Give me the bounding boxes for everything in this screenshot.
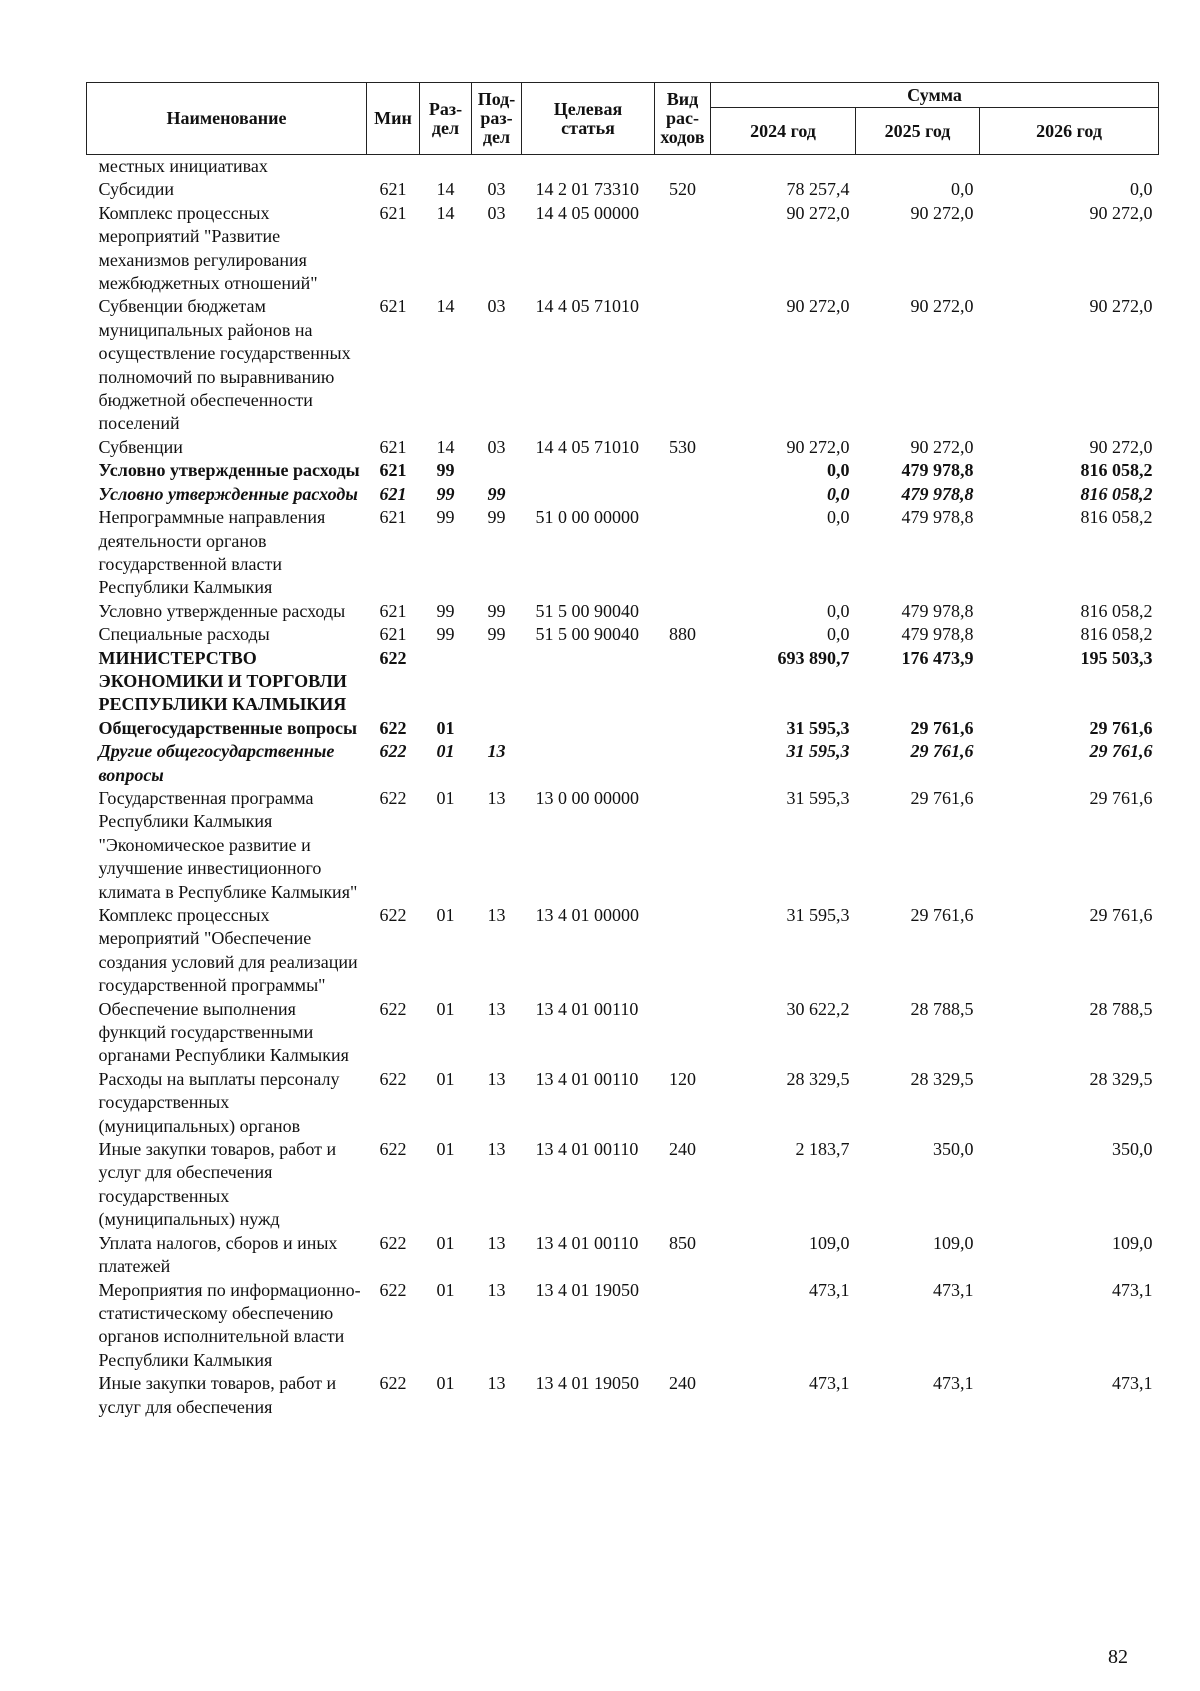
row-name: Субсидии (98, 179, 175, 200)
row-min: 622 (379, 741, 407, 762)
row-podrazdel: 03 (487, 436, 506, 457)
row-target-article (522, 647, 655, 717)
row-razdel: 01 (436, 998, 455, 1019)
row-sum-2024: 90 272,0 (786, 202, 850, 223)
row-expense-type (655, 202, 711, 296)
row-expense-type: 120 (669, 1068, 696, 1089)
row-razdel: 99 (436, 483, 455, 504)
header-summa: Сумма (711, 83, 1159, 108)
header-2025: 2025 год (856, 108, 980, 155)
row-name: Комплекс процессных мероприятий "Обеспечение создания условий для реализации государственной программы" (98, 905, 358, 996)
row-target-article: 14 2 01 73310 (535, 179, 639, 200)
row-podrazdel (472, 459, 522, 482)
row-target-article: 14 4 05 71010 (535, 436, 639, 457)
row-sum-2024: 31 595,3 (786, 905, 850, 925)
row-sum-2026: 473,1 (1112, 1373, 1153, 1394)
row-expense-type (655, 155, 711, 179)
row-podrazdel: 13 (487, 1139, 506, 1160)
row-expense-type (655, 787, 711, 904)
row-podrazdel: 99 (487, 600, 506, 621)
row-sum-2026: 90 272,0 (1089, 296, 1153, 317)
row-target-article: 13 0 00 00000 (535, 787, 639, 808)
row-sum-2025: 479 978,8 (901, 507, 974, 528)
header-2024: 2024 год (711, 108, 856, 155)
table-row (87, 178, 1159, 201)
row-podrazdel: 13 (487, 1068, 506, 1089)
row-podrazdel: 13 (487, 905, 506, 925)
table-row (87, 1279, 1159, 1373)
row-podrazdel: 13 (487, 1373, 506, 1394)
row-name: Общегосударственные вопросы (98, 717, 357, 738)
row-target-article (522, 717, 655, 740)
row-podrazdel: 99 (487, 483, 506, 504)
row-sum-2025: 29 761,6 (910, 741, 974, 762)
row-name: Специальные расходы (98, 624, 270, 645)
row-podrazdel (472, 717, 522, 740)
row-sum-2026: 816 058,2 (1080, 507, 1153, 528)
row-name: Уплата налогов, сборов и иных платежей (98, 1232, 338, 1277)
row-expense-type (655, 459, 711, 482)
row-min: 621 (379, 460, 407, 481)
row-podrazdel: 03 (487, 296, 506, 317)
row-name: местных инициативах (98, 156, 268, 176)
row-sum-2024: 473,1 (809, 1373, 850, 1394)
row-sum-2026: 816 058,2 (1080, 624, 1153, 645)
row-expense-type (655, 506, 711, 600)
row-target-article: 13 4 01 00110 (535, 1068, 639, 1089)
row-podrazdel: 03 (487, 179, 506, 200)
row-sum-2026: 816 058,2 (1080, 483, 1153, 504)
row-razdel: 01 (436, 717, 455, 738)
row-sum-2025: 29 761,6 (910, 905, 974, 925)
row-sum-2026: 29 761,6 (1089, 787, 1153, 808)
row-sum-2025: 0,0 (951, 179, 974, 200)
row-sum-2024 (711, 155, 856, 179)
row-expense-type: 850 (669, 1232, 696, 1253)
budget-table (86, 82, 1159, 1419)
row-expense-type (655, 904, 711, 998)
row-name: Расходы на выплаты персоналу государственных (муниципальных) органов (98, 1068, 340, 1136)
row-min: 622 (379, 998, 407, 1019)
header-razdel: Раз- дел (420, 83, 472, 155)
row-razdel: 01 (436, 1373, 455, 1394)
row-name: Другие общегосударственные вопросы (98, 741, 335, 785)
row-expense-type (655, 647, 711, 717)
row-min: 622 (379, 905, 407, 925)
row-expense-type (655, 295, 711, 435)
row-expense-type: 530 (669, 436, 696, 457)
header-target-article: Целевая статья (522, 83, 655, 155)
row-sum-2024: 0,0 (827, 483, 850, 504)
row-razdel: 14 (436, 179, 455, 200)
row-razdel: 99 (436, 507, 455, 528)
row-expense-type (655, 740, 711, 787)
row-sum-2024: 28 329,5 (786, 1068, 850, 1089)
table-row (87, 1138, 1159, 1232)
row-name: МИНИСТЕРСТВО ЭКОНОМИКИ И ТОРГОВЛИ РЕСПУБЛИКИ КАЛМЫКИЯ (98, 647, 347, 715)
row-sum-2026: 29 761,6 (1089, 905, 1153, 925)
row-expense-type: 520 (669, 179, 696, 200)
row-target-article: 13 4 01 00110 (535, 1232, 639, 1253)
header-name: Наименование (87, 83, 367, 155)
row-sum-2025: 29 761,6 (910, 787, 974, 808)
row-sum-2025: 176 473,9 (901, 647, 974, 668)
row-sum-2026: 816 058,2 (1080, 460, 1153, 481)
row-sum-2024: 31 595,3 (786, 787, 850, 808)
row-podrazdel: 13 (487, 787, 506, 808)
table-row (87, 295, 1159, 435)
row-sum-2024: 0,0 (827, 624, 850, 645)
row-target-article: 14 4 05 71010 (535, 296, 639, 317)
row-sum-2025: 473,1 (933, 1279, 974, 1300)
row-razdel: 01 (436, 787, 455, 808)
table-row (87, 787, 1159, 904)
row-target-article (522, 155, 655, 179)
row-sum-2024: 0,0 (827, 507, 850, 528)
table-body (87, 155, 1159, 1419)
row-expense-type: 880 (669, 624, 696, 645)
row-sum-2025: 350,0 (933, 1139, 974, 1160)
table-row (87, 1068, 1159, 1138)
row-name: Условно утвержденные расходы (98, 460, 360, 481)
row-expense-type (655, 600, 711, 623)
row-expense-type (655, 998, 711, 1068)
row-razdel: 01 (436, 1232, 455, 1253)
table-row (87, 740, 1159, 787)
row-sum-2025: 473,1 (933, 1373, 974, 1394)
row-sum-2024: 90 272,0 (786, 436, 850, 457)
table-row (87, 647, 1159, 717)
table-row (87, 904, 1159, 998)
row-sum-2026: 350,0 (1112, 1139, 1153, 1160)
row-sum-2025: 479 978,8 (901, 483, 974, 504)
row-sum-2025: 28 329,5 (910, 1068, 974, 1089)
table-row (87, 155, 1159, 179)
table-row (87, 1372, 1159, 1419)
row-sum-2024: 0,0 (827, 600, 850, 621)
row-min: 621 (379, 507, 407, 528)
row-podrazdel: 99 (487, 624, 506, 645)
row-sum-2026: 0,0 (1130, 179, 1153, 200)
row-sum-2024: 90 272,0 (786, 296, 850, 317)
row-sum-2025: 90 272,0 (910, 202, 974, 223)
row-target-article (522, 740, 655, 787)
header-min: Мин (367, 83, 420, 155)
row-name: Иные закупки товаров, работ и услуг для обеспечения государственных (муниципальных) нужд (98, 1139, 337, 1230)
row-razdel: 01 (436, 741, 455, 762)
row-podrazdel: 03 (487, 202, 506, 223)
row-sum-2024: 78 257,4 (786, 179, 850, 200)
table-row (87, 459, 1159, 482)
row-sum-2026: 90 272,0 (1089, 436, 1153, 457)
row-min: 621 (379, 483, 407, 504)
row-podrazdel: 13 (487, 1232, 506, 1253)
table-row (87, 717, 1159, 740)
row-name: Условно утвержденные расходы (98, 600, 346, 621)
row-min: 621 (379, 202, 407, 223)
row-name: Комплекс процессных мероприятий "Развитие механизмов регулирования межбюджетных отношений" (98, 202, 318, 294)
row-razdel (420, 155, 472, 179)
row-razdel: 01 (436, 1279, 455, 1300)
row-target-article: 51 5 00 90040 (535, 600, 639, 621)
row-sum-2025: 479 978,8 (901, 460, 974, 481)
row-sum-2025 (856, 155, 980, 179)
header-2026: 2026 год (980, 108, 1159, 155)
row-sum-2026: 29 761,6 (1089, 741, 1153, 762)
row-min: 622 (379, 717, 407, 738)
row-sum-2024: 693 890,7 (777, 647, 850, 668)
row-name: Обеспечение выполнения функций государственными органами Республики Калмыкия (98, 998, 349, 1066)
row-expense-type: 240 (669, 1139, 696, 1160)
row-target-article: 51 5 00 90040 (535, 624, 639, 645)
row-razdel: 99 (436, 600, 455, 621)
row-name: Условно утвержденные расходы (98, 483, 358, 504)
table-row (87, 436, 1159, 459)
row-name: Субвенции бюджетам муниципальных районов на осуществление государственных полномочий по выравниванию бюджетной обеспеченности поселений (98, 296, 351, 434)
row-sum-2025: 28 788,5 (910, 998, 974, 1019)
header-podrazdel: Под- раз- дел (472, 83, 522, 155)
row-sum-2026: 473,1 (1112, 1279, 1153, 1300)
row-podrazdel (472, 155, 522, 179)
row-sum-2025: 479 978,8 (901, 624, 974, 645)
row-razdel: 99 (436, 624, 455, 645)
row-min (367, 155, 420, 179)
row-min: 622 (379, 1139, 407, 1160)
row-sum-2025: 90 272,0 (910, 436, 974, 457)
row-sum-2024: 109,0 (809, 1232, 850, 1253)
row-podrazdel (472, 647, 522, 717)
row-razdel: 01 (436, 905, 455, 925)
row-sum-2025: 29 761,6 (910, 717, 974, 738)
row-name: Субвенции (98, 436, 183, 457)
row-razdel: 01 (436, 1068, 455, 1089)
row-target-article (522, 459, 655, 482)
row-expense-type (655, 483, 711, 506)
table-row (87, 600, 1159, 623)
row-min: 622 (379, 1373, 407, 1394)
row-sum-2024: 473,1 (809, 1279, 850, 1300)
row-min: 622 (379, 1279, 407, 1300)
table-row (87, 623, 1159, 646)
row-razdel (420, 647, 472, 717)
row-sum-2026: 29 761,6 (1089, 717, 1153, 738)
row-min: 621 (379, 624, 407, 645)
row-sum-2026: 28 788,5 (1089, 998, 1153, 1019)
row-sum-2024: 31 595,3 (786, 717, 850, 738)
row-sum-2026: 90 272,0 (1089, 202, 1153, 223)
table-row (87, 998, 1159, 1068)
row-sum-2024: 2 183,7 (795, 1139, 850, 1160)
row-name: Непрограммные направления деятельности органов государственной власти Республики Калмыкия (98, 507, 326, 598)
row-min: 622 (379, 1232, 407, 1253)
row-sum-2026: 109,0 (1112, 1232, 1153, 1253)
row-name: Мероприятия по информационно-статистическому обеспечению органов исполнительной власти Республики Калмыкия (98, 1279, 361, 1370)
row-min: 621 (379, 296, 407, 317)
row-razdel: 14 (436, 202, 455, 223)
row-razdel: 01 (436, 1139, 455, 1160)
row-podrazdel: 13 (487, 741, 506, 762)
row-razdel: 14 (436, 436, 455, 457)
table-row (87, 483, 1159, 506)
row-sum-2024: 31 595,3 (786, 741, 850, 762)
row-name: Государственная программа Республики Калмыкия "Экономическое развитие и улучшение инвестиционного климата в Республике Калмыкия" (98, 787, 358, 902)
row-target-article: 13 4 01 00000 (535, 905, 639, 925)
row-target-article: 14 4 05 00000 (535, 202, 639, 223)
row-razdel: 14 (436, 296, 455, 317)
row-podrazdel: 13 (487, 998, 506, 1019)
row-sum-2026: 28 329,5 (1089, 1068, 1153, 1089)
row-sum-2025: 109,0 (933, 1232, 974, 1253)
row-sum-2025: 90 272,0 (910, 296, 974, 317)
row-min: 621 (379, 179, 407, 200)
row-expense-type (655, 717, 711, 740)
header-expense-type: Вид рас- ходов (655, 83, 711, 155)
row-target-article: 13 4 01 00110 (535, 1139, 639, 1160)
row-min: 621 (379, 436, 407, 457)
table-row (87, 1232, 1159, 1279)
budget-table-sheet (86, 82, 1158, 1419)
row-target-article: 13 4 01 19050 (535, 1373, 639, 1394)
row-expense-type (655, 1279, 711, 1373)
row-sum-2024: 0,0 (827, 460, 850, 481)
row-target-article (522, 483, 655, 506)
table-row (87, 202, 1159, 296)
row-podrazdel: 99 (487, 507, 506, 528)
row-razdel: 99 (436, 460, 455, 481)
row-sum-2024: 30 622,2 (786, 998, 850, 1019)
page-number: 82 (1108, 1646, 1128, 1668)
row-podrazdel: 13 (487, 1279, 506, 1300)
row-target-article: 51 0 00 00000 (535, 507, 639, 528)
row-sum-2026 (980, 155, 1159, 179)
row-name: Иные закупки товаров, работ и услуг для обеспечения (98, 1373, 337, 1417)
row-target-article: 13 4 01 00110 (535, 998, 639, 1019)
row-min: 622 (379, 647, 407, 668)
row-target-article: 13 4 01 19050 (535, 1279, 639, 1300)
row-min: 621 (379, 600, 407, 621)
row-sum-2025: 479 978,8 (901, 600, 974, 621)
row-sum-2026: 195 503,3 (1080, 647, 1153, 668)
row-expense-type: 240 (669, 1373, 696, 1394)
row-min: 622 (379, 1068, 407, 1089)
row-min: 622 (379, 787, 407, 808)
table-row (87, 506, 1159, 600)
row-sum-2026: 816 058,2 (1080, 600, 1153, 621)
